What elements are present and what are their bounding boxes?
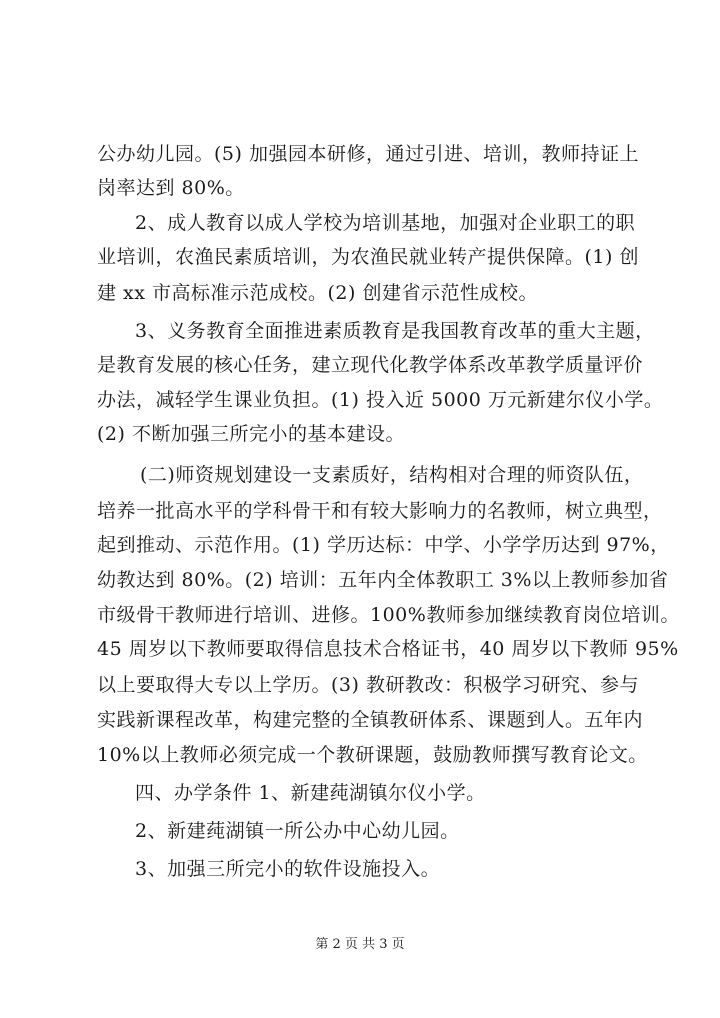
text-line-8: 办法，减轻学生课业负担。(1) 投入近 5000 万元新建尔仪小学。	[97, 389, 664, 411]
text-line-7: 是教育发展的核心任务，建立现代化教学体系改革教学质量评价	[97, 354, 644, 376]
text-line-6: 3、义务教育全面推进素质教育是我国教育改革的重大主题，	[135, 320, 655, 342]
text-line-9: (2) 不断加强三所完小的基本建设。	[97, 423, 405, 445]
text-line-21: 3、加强三所完小的软件设施投入。	[135, 858, 441, 880]
text-line-16: 以上要取得大专以上学历。(3) 教研教改：积极学习研究、参与	[97, 674, 639, 696]
text-line-11: 培养一批高水平的学科骨干和有较大影响力的名教师，树立典型，	[97, 500, 663, 522]
text-line-10: (二)师资规划建设一支素质好，结构相对合理的师资队伍，	[140, 464, 644, 486]
page-footer: 第 2 页 共 3 页	[315, 937, 405, 952]
text-line-19: 四、办学条件 1、新建莼湖镇尔仪小学。	[135, 782, 486, 804]
text-line-13: 幼教达到 80%。(2) 培训：五年内全体教职工 3%以上教师参加省	[97, 569, 669, 591]
text-line-12: 起到推动、示范作用。(1) 学历达标：中学、小学学历达到 97%，	[97, 534, 670, 556]
text-line-17: 实践新课程改革，构建完整的全镇教研体系、课题到人。五年内	[97, 709, 644, 731]
text-line-5: 建 xx 市高标准示范成校。(2) 创建省示范性成校。	[97, 282, 538, 304]
text-line-4: 业培训，农渔民素质培训，为农渔民就业转产提供保障。(1) 创	[97, 246, 639, 268]
text-line-20: 2、新建莼湖镇一所公办中心幼儿园。	[135, 820, 460, 842]
text-line-2: 岗率达到 80%。	[97, 177, 245, 199]
text-line-15: 45 周岁以下教师要取得信息技术合格证书，40 周岁以下教师 95%	[97, 638, 679, 660]
text-line-14: 市级骨干教师进行培训、进修。100%教师参加继续教育岗位培训。	[97, 604, 680, 626]
text-line-3: 2、成人教育以成人学校为培训基地，加强对企业职工的职	[135, 212, 636, 234]
text-line-18: 10%以上教师必须完成一个教研课题，鼓励教师撰写教育论文。	[97, 744, 648, 766]
text-line-1: 公办幼儿园。(5) 加强园本研修，通过引进、培训，教师持证上	[97, 143, 639, 165]
